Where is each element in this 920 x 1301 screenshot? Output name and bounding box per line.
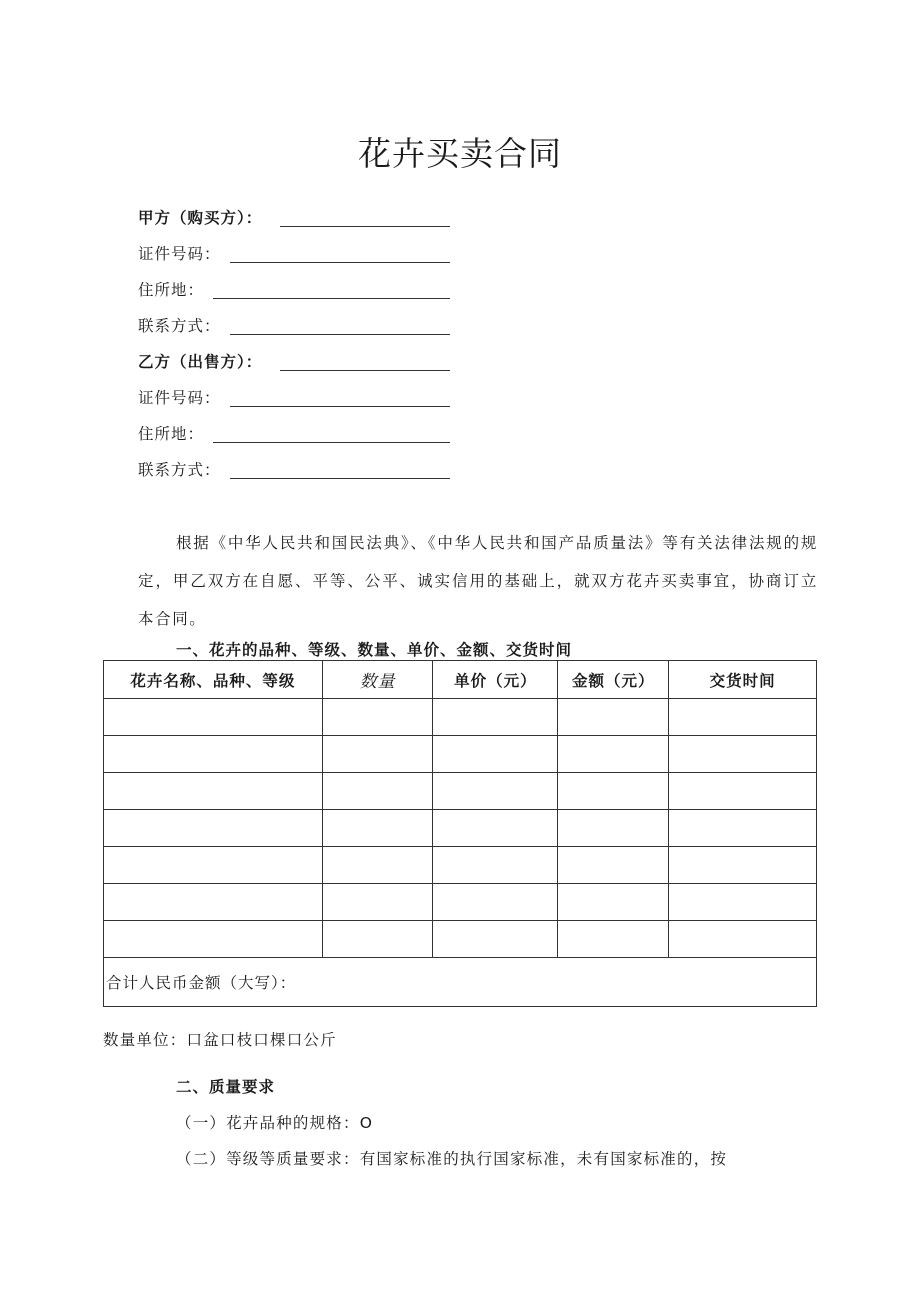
party-a-heading-row [138, 204, 262, 228]
table-cell[interactable] [322, 773, 433, 810]
table-cell[interactable] [433, 847, 558, 884]
document-title: 花卉买卖合同 [358, 134, 562, 173]
table-row [104, 921, 817, 958]
table-cell[interactable] [669, 773, 817, 810]
table-cell[interactable] [104, 699, 323, 736]
quantity-units-line: 数量单位：口盆口枝口棵口公斤 [103, 1031, 337, 1049]
total-amount-cell[interactable]: 合计人民币金额（大写）： [104, 958, 817, 1007]
table-cell[interactable] [322, 847, 433, 884]
table-cell[interactable] [322, 921, 433, 958]
party-a-address-row [138, 276, 204, 300]
party-b-id-label: 证件号码： [138, 389, 221, 407]
header-unit-price: 单价（元） [433, 661, 558, 699]
preamble-paragraph: 根据《中华人民共和国民法典》、《中华人民共和国产品质量法》等有关法律法规的规定，甲乙双方在自愿、平等、公平、诚实信用的基础上，就双方花卉买卖事宜，协商订立本合同。 [138, 534, 818, 628]
table-row [104, 736, 817, 773]
table-row [104, 810, 817, 847]
table-cell[interactable] [104, 810, 323, 847]
table-cell[interactable] [558, 884, 669, 921]
party-b-id-row [138, 384, 221, 408]
table-cell[interactable] [669, 699, 817, 736]
table-cell[interactable] [104, 921, 323, 958]
table-cell[interactable] [669, 921, 817, 958]
section1-heading: 一、花卉的品种、等级、数量、单价、金额、交货时间 [176, 641, 573, 659]
table-cell[interactable] [104, 884, 323, 921]
party-a-heading: 甲方（购买方）： [138, 209, 263, 227]
table-cell[interactable] [669, 884, 817, 921]
table-cell[interactable] [104, 736, 323, 773]
table-row [104, 699, 817, 736]
section2-heading: 二、质量要求 [176, 1078, 276, 1096]
party-b-heading-row [138, 348, 262, 372]
table-cell[interactable] [322, 736, 433, 773]
table-cell[interactable] [322, 884, 433, 921]
table-row [104, 847, 817, 884]
party-a-id-label: 证件号码： [138, 245, 221, 263]
table-cell[interactable] [433, 921, 558, 958]
table-cell[interactable] [558, 699, 669, 736]
table-row [104, 773, 817, 810]
table-cell[interactable] [322, 699, 433, 736]
table-cell[interactable] [433, 699, 558, 736]
header-amount: 金额（元） [558, 661, 669, 699]
table-total-row [104, 958, 817, 1007]
party-b-contact-label: 联系方式： [138, 461, 221, 479]
table-cell[interactable] [669, 736, 817, 773]
party-b-contact-row [138, 456, 221, 480]
party-a-id-row [138, 240, 221, 264]
header-flower-name: 花卉名称、品种、等级 [104, 661, 323, 699]
party-a-contact-row [138, 312, 221, 336]
table-cell[interactable] [669, 810, 817, 847]
table-cell[interactable] [322, 810, 433, 847]
table-cell[interactable] [433, 810, 558, 847]
table-cell[interactable] [558, 736, 669, 773]
table-cell[interactable] [558, 810, 669, 847]
quality-item-1: （一）花卉品种的规格：O [176, 1114, 374, 1132]
table-cell[interactable] [558, 847, 669, 884]
table-cell[interactable] [104, 773, 323, 810]
table-cell[interactable] [104, 847, 323, 884]
flower-items-table [103, 660, 817, 1007]
party-b-address-label: 住所地： [138, 425, 205, 443]
header-quantity: 数量 [322, 661, 433, 699]
header-delivery-time: 交货时间 [669, 661, 817, 699]
table-cell[interactable] [433, 884, 558, 921]
table-cell[interactable] [558, 921, 669, 958]
table-cell[interactable] [558, 773, 669, 810]
table-header-row [104, 661, 817, 699]
table-cell[interactable] [669, 847, 817, 884]
table-cell[interactable] [433, 773, 558, 810]
quality-item-2: （二）等级等质量要求：有国家标准的执行国家标准，未有国家标准的，按 [176, 1150, 728, 1168]
party-a-contact-label: 联系方式： [138, 317, 221, 335]
party-b-address-row [138, 420, 204, 444]
party-a-address-label: 住所地： [138, 281, 205, 299]
table-cell[interactable] [433, 736, 558, 773]
table-row [104, 884, 817, 921]
party-b-heading: 乙方（出售方）： [138, 353, 263, 371]
